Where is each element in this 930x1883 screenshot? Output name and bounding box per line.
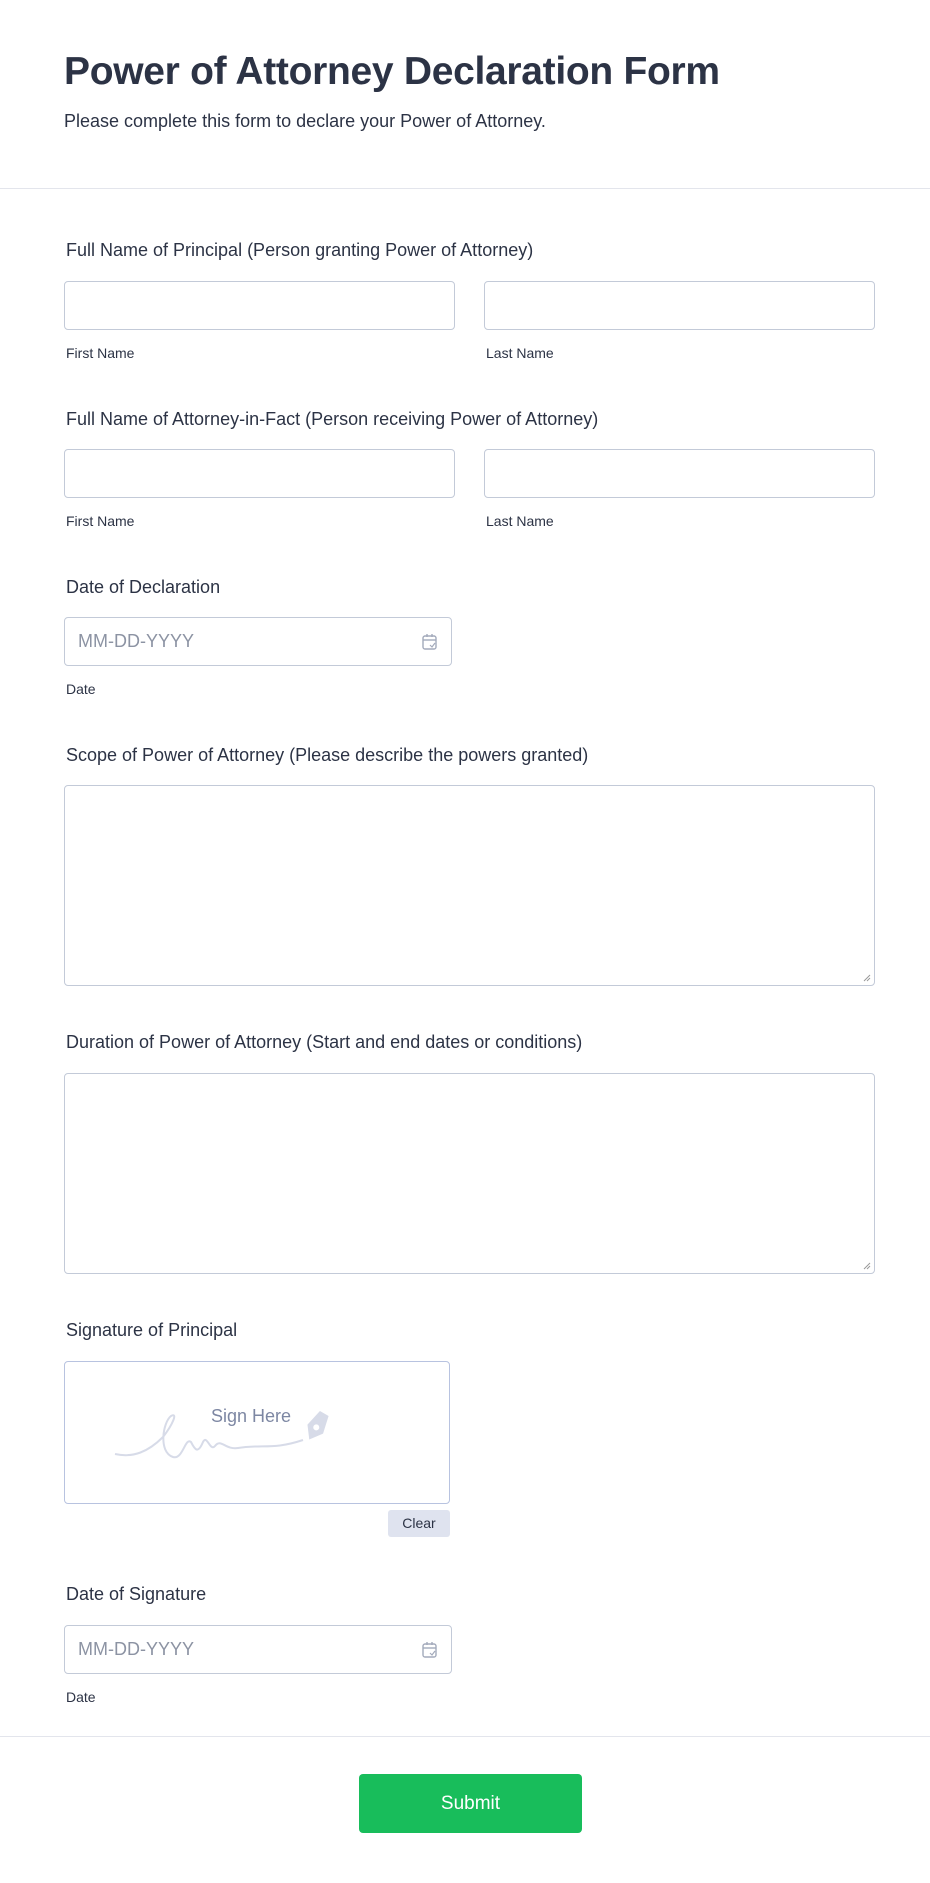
signature-date-input[interactable] <box>64 1625 452 1674</box>
header-divider <box>0 188 930 189</box>
scope-label: Scope of Power of Attorney (Please describe the powers granted) <box>66 745 589 765</box>
principal-name-label: Full Name of Principal (Person granting Power of Attorney) <box>66 240 534 260</box>
declaration-date-input[interactable] <box>64 617 452 666</box>
signature-scribble-icon <box>113 1402 353 1462</box>
signature-pad[interactable] <box>64 1361 450 1504</box>
principal-last-name-sublabel: Last Name <box>486 345 554 361</box>
principal-last-name-input[interactable] <box>484 281 875 330</box>
sign-here-placeholder: Sign Here <box>211 1406 292 1426</box>
attorney-name-label: Full Name of Attorney-in-Fact (Person receiving Power of Attorney) <box>66 409 599 429</box>
calendar-icon[interactable] <box>421 1640 439 1660</box>
principal-first-name-sublabel: First Name <box>66 345 135 361</box>
page-title: Power of Attorney Declaration Form <box>64 50 720 93</box>
signature-date-sublabel: Date <box>66 1689 96 1705</box>
duration-label: Duration of Power of Attorney (Start and end dates or conditions) <box>66 1032 583 1052</box>
signature-label: Signature of Principal <box>66 1320 238 1340</box>
resize-handle-icon[interactable] <box>863 974 871 982</box>
submit-button[interactable]: Submit <box>359 1774 582 1833</box>
signature-date-placeholder: MM-DD-YYYY <box>78 1639 194 1659</box>
attorney-last-name-input[interactable] <box>484 449 875 498</box>
page-subtitle: Please complete this form to declare your Power of Attorney. <box>64 111 546 131</box>
attorney-first-name-input[interactable] <box>64 449 455 498</box>
scope-textarea[interactable] <box>64 785 875 986</box>
resize-handle-icon[interactable] <box>863 1262 871 1270</box>
declaration-date-label: Date of Declaration <box>66 577 221 597</box>
attorney-first-name-sublabel: First Name <box>66 513 135 529</box>
footer-divider <box>0 1736 930 1737</box>
attorney-last-name-sublabel: Last Name <box>486 513 554 529</box>
principal-first-name-input[interactable] <box>64 281 455 330</box>
calendar-icon[interactable] <box>421 632 439 652</box>
declaration-date-placeholder: MM-DD-YYYY <box>78 631 194 651</box>
declaration-date-sublabel: Date <box>66 681 96 697</box>
signature-date-label: Date of Signature <box>66 1584 207 1604</box>
duration-textarea[interactable] <box>64 1073 875 1274</box>
clear-signature-button[interactable]: Clear <box>388 1510 450 1537</box>
